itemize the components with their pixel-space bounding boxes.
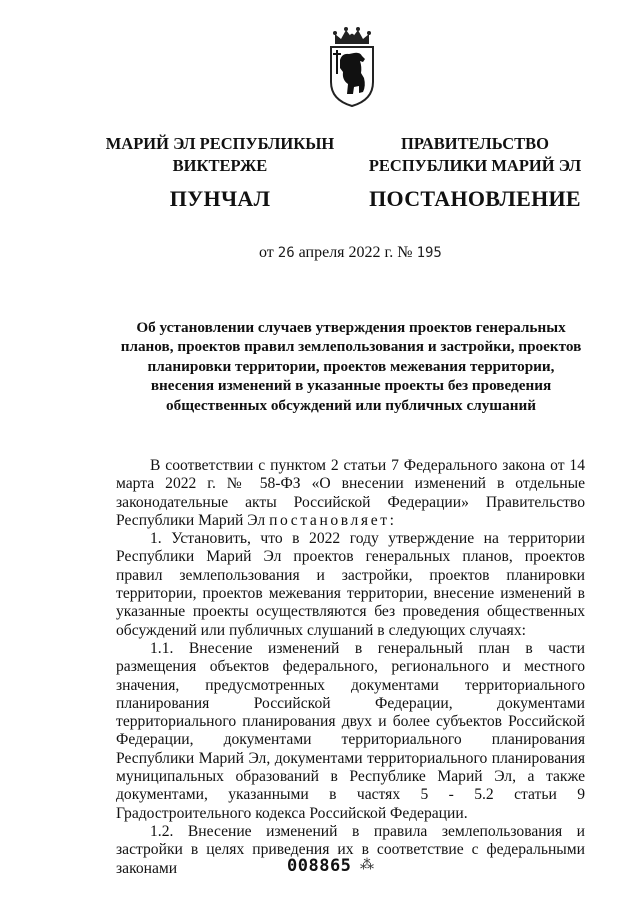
date-month-year: апреля 2022 г. (298, 244, 394, 261)
number-sign: № (397, 244, 413, 261)
date-line (259, 244, 442, 262)
preamble-text: В соответствии с пунктом 2 статьи 7 Федерального закона от 14 марта 2022 г. № 58-ФЗ «О внесении изменений в отдельные законодательные акты Российской Федерации» Правительство Республики Марий Эл (116, 457, 585, 529)
header-right (355, 133, 595, 213)
serial-mark-icon: ⁂ (360, 858, 374, 873)
paragraph-1-2: 1.2. Внесение изменений в правила землепользования и застройки в целях приведения их в соответствие с федеральными законами (116, 822, 585, 877)
header-left-doc-type: ПУНЧАЛ (169, 186, 271, 211)
document-title: Об установлении случаев утверждения проектов генеральных планов, проектов правил землепользования и застройки, проектов планировки территории, проектов межевания территории, внесения изменений в указанные проекты без проведения общественных обсуждений или публичных слушаний (120, 319, 582, 414)
date-prefix: от (259, 244, 274, 261)
header-right-line1: ПРАВИТЕЛЬСТВО (401, 134, 549, 153)
document-number: 195 (416, 245, 442, 261)
header-left (100, 133, 340, 213)
preamble-resolves: постановляет: (269, 511, 397, 529)
header-right-line2: РЕСПУБЛИКИ МАРИЙ ЭЛ (368, 156, 582, 175)
header-left-line2: ВИКТЕРЖЕ (172, 156, 268, 175)
paragraph-1: 1. Установить, что в 2022 году утверждение на территории Республики Марий Эл проектов генеральных планов, проектов правил землепользования и застройки, проектов планировки территории, проектов межевания территории, внесение изменений в указанные проекты осуществляются без проведения общественных обсуждений или публичных слушаний в следующих случаях: (116, 530, 585, 639)
serial-number: 008865 (287, 856, 352, 876)
paragraph-preamble (116, 457, 585, 530)
header-right-doc-type: ПОСТАНОВЛЕНИЕ (369, 186, 581, 211)
mari-el-coat-of-arms-icon (327, 26, 377, 108)
date-day: 26 (277, 245, 295, 261)
document-body (116, 457, 585, 878)
paragraph-1-1: 1.1. Внесение изменений в генеральный план в части размещения объектов федерального, регионального и местного значения, предусмотренных документами территориального планирования Российской Федерации, документами территориального планирования двух и более субъектов Российской Федерации, документами территориального планирования Республики Марий Эл, документами территориального планирования муниципальных образований в Республике Марий Эл, а также документами, указанными в частях 5 - 5.2 статьи 9 Градостроительного кодекса Российской Федерации. (116, 639, 585, 822)
header-left-line1: МАРИЙ ЭЛ РЕСПУБЛИКЫН (105, 134, 335, 153)
